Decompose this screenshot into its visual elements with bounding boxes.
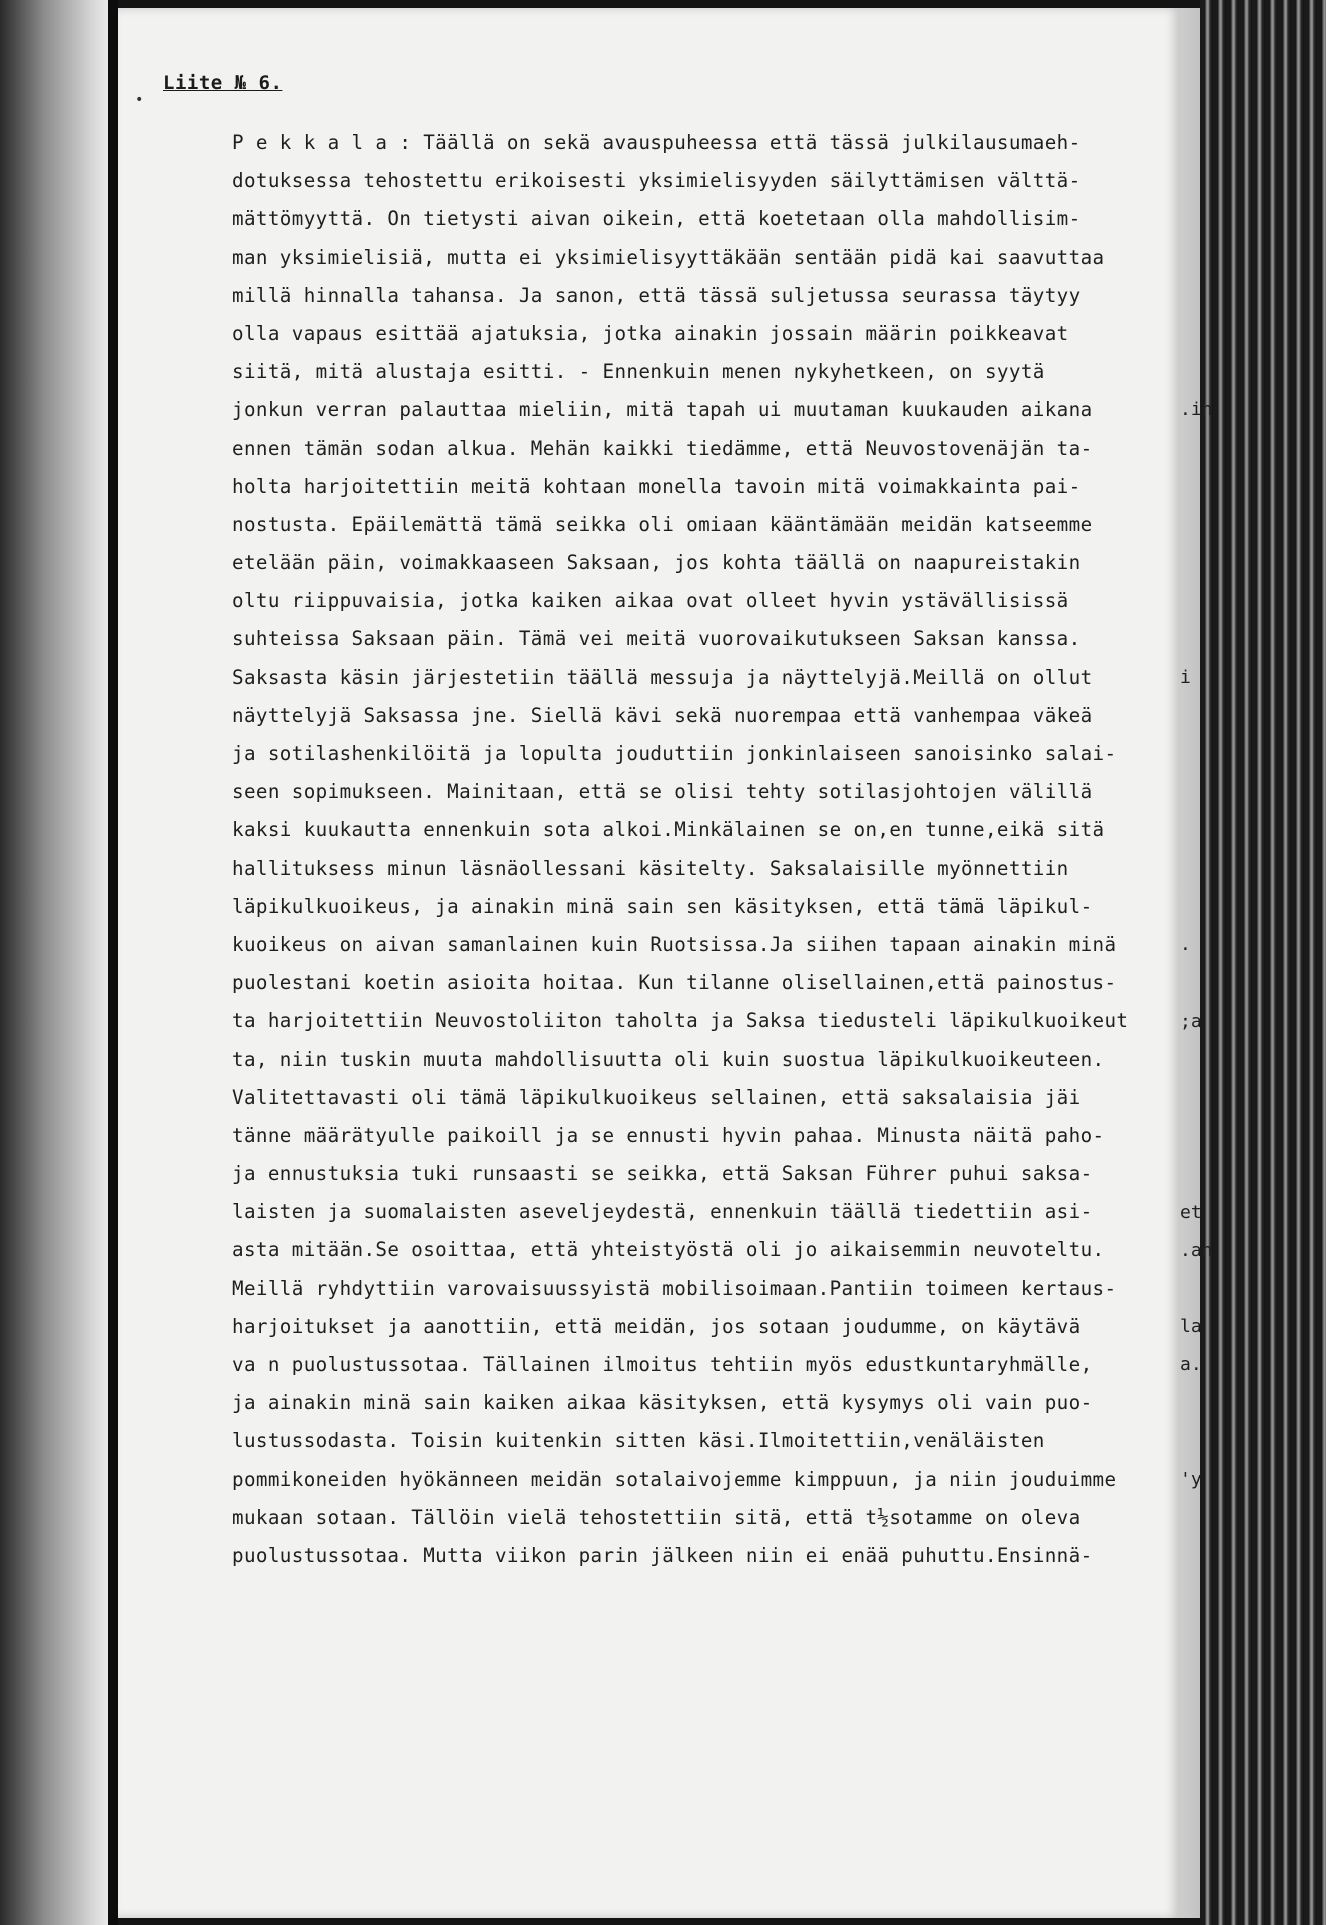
text-line: siitä, mitä alustaja esitti. - Ennenkuin menen nykyhetkeen, on syytä xyxy=(232,360,1045,384)
text-line: kaksi kuukautta ennenkuin sota alkoi.Minkälainen se on,en tunne,eikä sitä xyxy=(232,818,1105,842)
attachment-header: Liite № 6. xyxy=(163,72,283,94)
text-line: ja ainakin minä sain kaiken aikaa käsityksen, että kysymys oli vain puo- xyxy=(232,1391,1093,1415)
margin-note: . xyxy=(1180,934,1191,956)
text-line: mukaan sotaan. Tällöin vielä tehostettiin sitä, että t½sotamme on oleva xyxy=(232,1505,1081,1529)
text-line: P e k k a l a : Täällä on sekä avauspuheessa että tässä julkilausumaeh- xyxy=(232,131,1081,154)
text-line: holta harjoitettiin meitä kohtaan monella tavoin mitä voimakkainta pai- xyxy=(232,474,1081,498)
text-line: pommikoneiden hyökänneen meidän sotalaivojemme kimppuun, ja niin jouduimme xyxy=(232,1467,1117,1491)
text-line: harjoitukset ja aanottiin, että meidän, jos sotaan joudumme, on käytävä xyxy=(232,1314,1081,1338)
stray-mark: • xyxy=(135,92,144,108)
text-line: Valitettavasti oli tämä läpikulkuoikeus sellainen, että saksalaisia jäi xyxy=(232,1085,1081,1109)
text-line: lustussodasta. Toisin kuitenkin sitten käsi.Ilmoitettiin,venäläisten xyxy=(232,1429,1045,1453)
text-line: ja ennustuksia tuki runsaasti se seikka, että Saksan Führer puhui saksa- xyxy=(232,1162,1093,1186)
text-line: olla vapaus esittää ajatuksia, jotka ainakin jossain määrin poikkeavat xyxy=(232,321,1069,345)
text-line: asta mitään.Se osoittaa, että yhteistyöstä oli jo aikaisemmin neuvoteltu. xyxy=(232,1238,1105,1262)
text-line: hallituksess minun läsnäollessani käsitelty. Saksalaisille myönnettiin xyxy=(232,856,1069,880)
text-line: oltu riippuvaisia, jotka kaiken aikaa ovat olleet hyvin ystävällisissä xyxy=(232,589,1069,613)
margin-note: .in xyxy=(1180,399,1213,421)
margin-note: et xyxy=(1180,1201,1202,1223)
margin-note: a. xyxy=(1180,1354,1202,1376)
text-line: laisten ja suomalaisten aseveljeydestä, ennenkuin täällä tiedettiin asi- xyxy=(232,1200,1093,1224)
text-line: ennen tämän sodan alkua. Mehän kaikki tiedämme, että Neuvostovenäjän ta- xyxy=(232,436,1093,460)
text-line: puolestani koetin asioita hoitaa. Kun tilanne olisellainen,että painostus- xyxy=(232,971,1117,995)
margin-note: la xyxy=(1180,1316,1202,1338)
text-line: mättömyyttä. On tietysti aivan oikein, että koetetaan olla mahdollisim- xyxy=(232,207,1081,231)
text-line: nostusta. Epäilemättä tämä seikka oli omiaan kääntämään meidän katseemme xyxy=(232,512,1093,536)
text-line: jonkun verran palauttaa mieliin, mitä tapah ui muutaman kuukauden aikana xyxy=(232,398,1093,422)
text-line: näyttelyjä Saksassa jne. Siellä kävi sekä nuorempaa että vanhempaa väkeä xyxy=(232,703,1093,727)
margin-note: 'y xyxy=(1180,1469,1202,1490)
text-line: suhteissa Saksaan päin. Tämä vei meitä vuorovaikutukseen Saksan kanssa. xyxy=(232,627,1081,651)
text-line: millä hinnalla tahansa. Ja sanon, että tässä suljetussa seurassa täytyy xyxy=(232,283,1081,307)
margin-note: i xyxy=(1180,666,1191,688)
margin-note: .an xyxy=(1180,1239,1213,1261)
text-line: läpikulkuoikeus, ja ainakin minä sain sen käsityksen, että tämä läpikul- xyxy=(232,894,1093,918)
page-stack-edges xyxy=(1200,0,1326,1925)
text-line: tänne määrätyulle paikoill ja se ennusti hyvin pahaa. Minusta näitä paho- xyxy=(232,1123,1105,1147)
text-line: ta, niin tuskin muuta mahdollisuutta oli kuin suostua läpikulkuoikeuteen. xyxy=(232,1047,1105,1071)
text-line: man yksimielisiä, mutta ei yksimielisyyttäkään sentään pidä kai saavuttaa xyxy=(232,245,1105,269)
text-line: kuoikeus on aivan samanlainen kuin Ruotsissa.Ja siihen tapaan ainakin minä xyxy=(232,932,1117,956)
text-line: va n puolustussotaa. Tällainen ilmoitus tehtiin myös edustkuntaryhmälle, xyxy=(232,1353,1093,1376)
text-line: ta harjoitettiin Neuvostoliiton taholta ja Saksa tiedusteli läpikulkuoikeut xyxy=(232,1009,1129,1033)
book-gutter xyxy=(108,0,118,1925)
text-line: dotuksessa tehostettu erikoisesti yksimielisyyden säilyttämisen välttä- xyxy=(232,169,1081,193)
text-line: puolustussotaa. Mutta viikon parin jälkeen niin ei enää puhuttu.Ensinnä- xyxy=(232,1543,1093,1567)
previous-page-edge xyxy=(0,0,110,1925)
text-line: etelään päin, voimakkaaseen Saksaan, jos kohta täällä on naapureistakin xyxy=(232,551,1081,575)
text-line: seen sopimukseen. Mainitaan, että se olisi tehty sotilasjohtojen välillä xyxy=(232,780,1093,804)
margin-note: ;a xyxy=(1180,1010,1202,1032)
text-line: ja sotilashenkilöitä ja lopulta jouduttiin jonkinlaiseen sanoisinko salai- xyxy=(232,742,1117,765)
text-line: Saksasta käsin järjestetiin täällä messuja ja näyttelyjä.Meillä on ollut xyxy=(232,665,1093,689)
text-line: Meillä ryhdyttiin varovaisuussyistä mobilisoimaan.Pantiin toimeen kertaus- xyxy=(232,1276,1117,1300)
body-text xyxy=(232,124,1182,1575)
